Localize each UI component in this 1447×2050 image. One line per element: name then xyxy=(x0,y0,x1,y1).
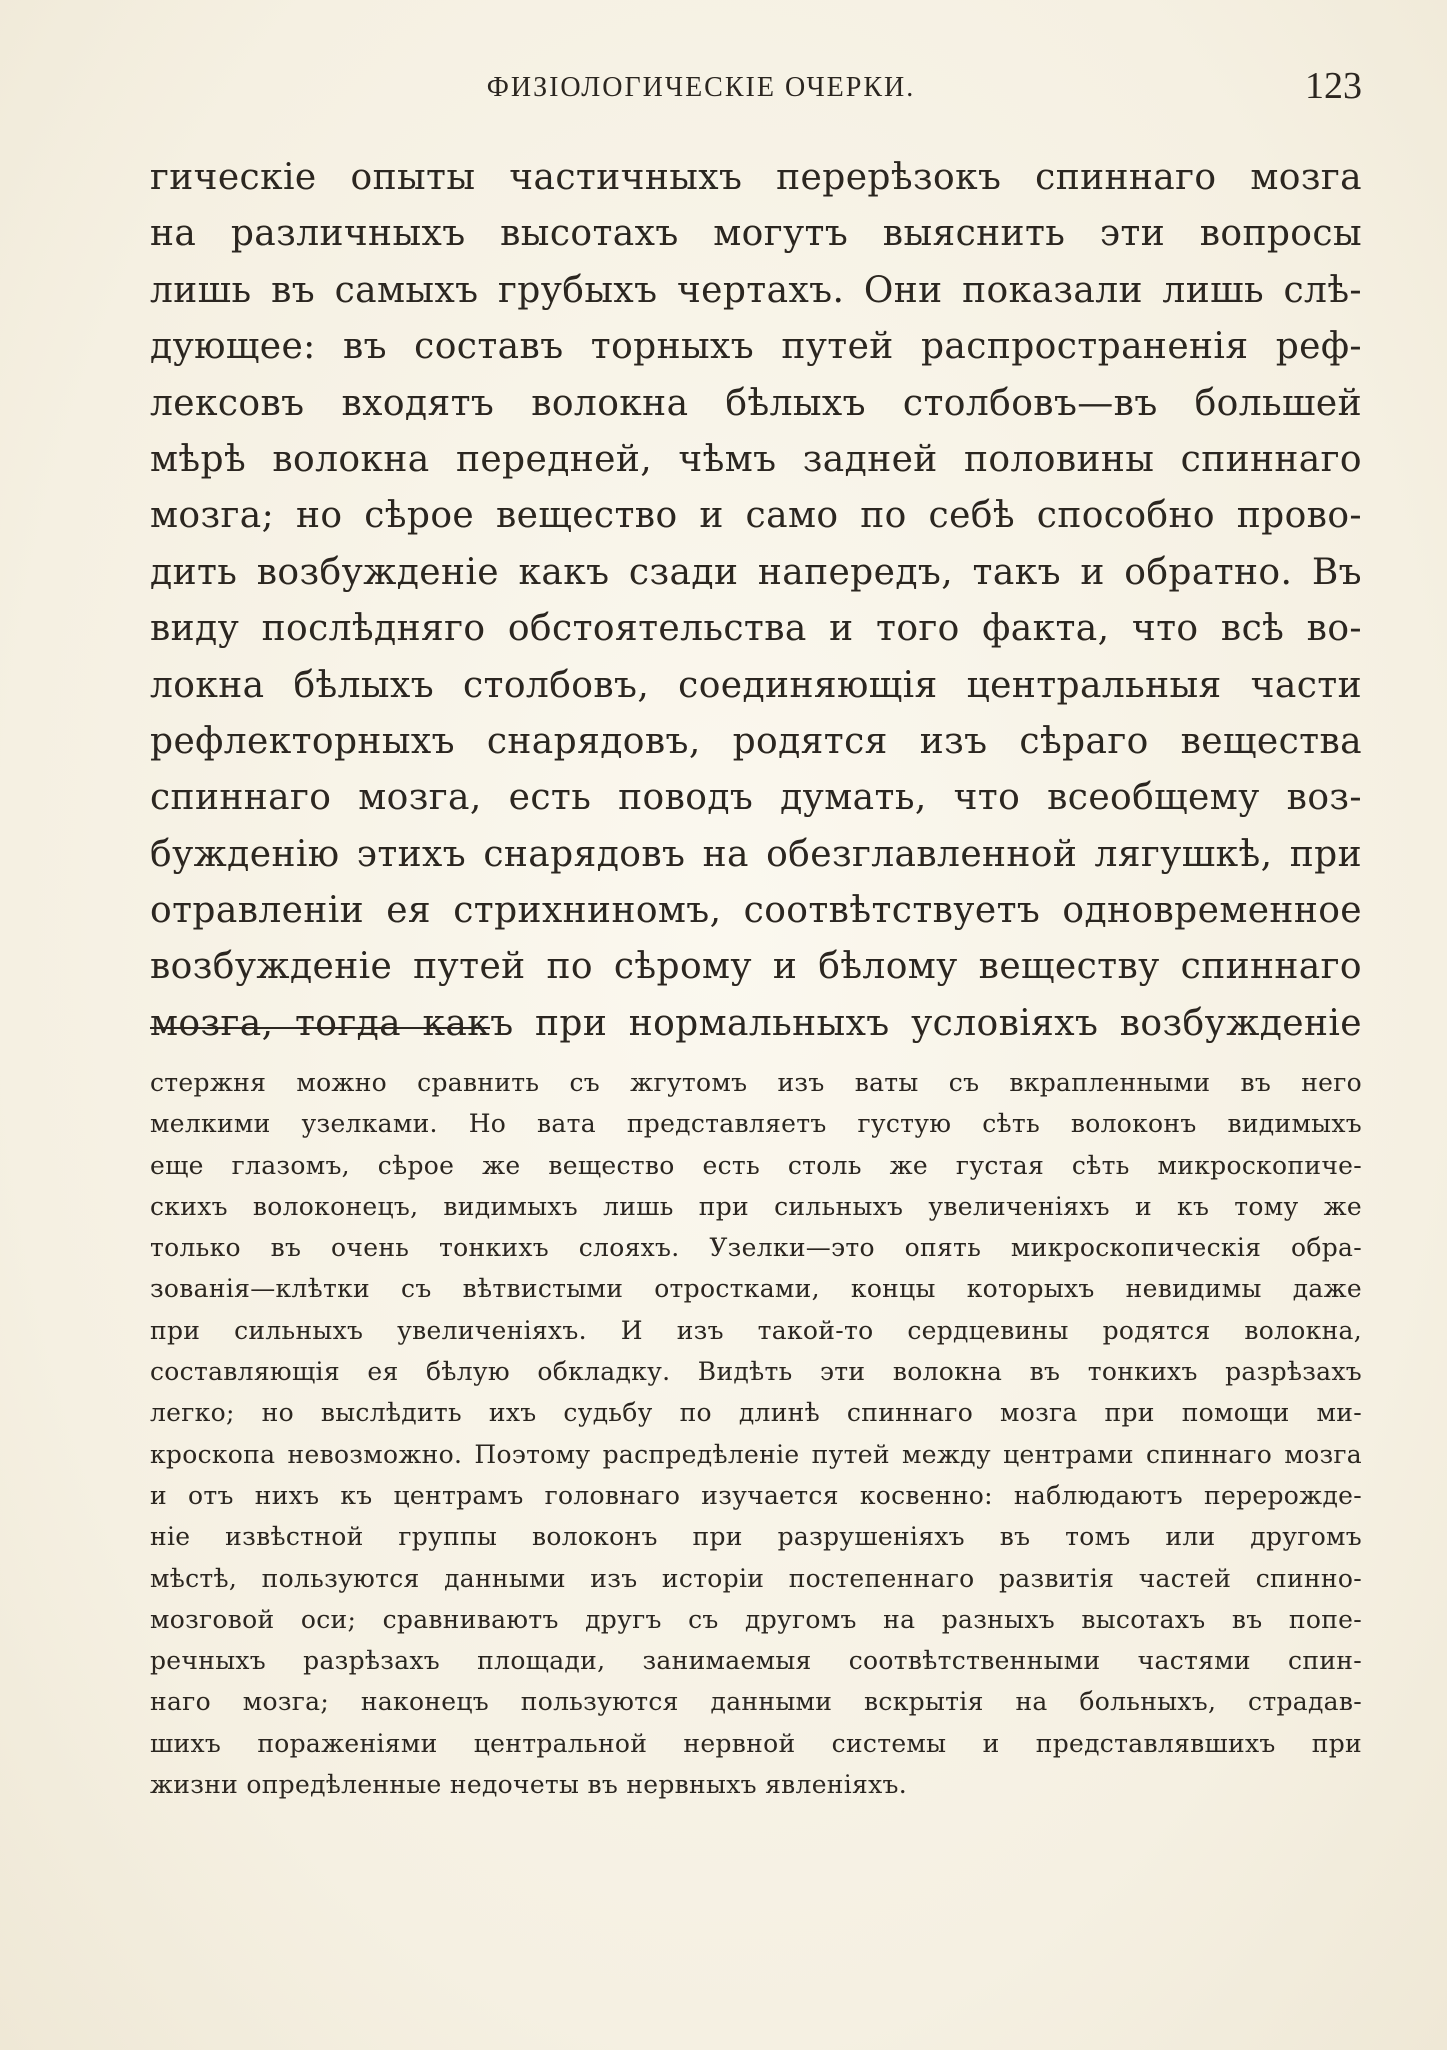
footnote-line: составляющія ея бѣлую обкладку. Видѣть эти волокна въ тонкихъ разрѣзахъ xyxy=(150,1357,1362,1387)
footnote-line: мелкими узелками. Но вата представляетъ густую сѣть волоконъ видимыхъ xyxy=(150,1109,1362,1139)
footnote-block xyxy=(150,1062,1362,1805)
main-text-line: мѣрѣ волокна передней, чѣмъ задней половины спиннаго xyxy=(150,438,1362,480)
footnote-line: шихъ пораженіями центральной нервной системы и представлявшихъ при xyxy=(150,1728,1362,1758)
footnote-line: только въ очень тонкихъ слояхъ. Узелки—это опять микроскопическія обра- xyxy=(150,1233,1362,1263)
footnote-line: скихъ волоконецъ, видимыхъ лишь при сильныхъ увеличеніяхъ и къ тому же xyxy=(150,1191,1362,1221)
main-text-line: дующее: въ составъ торныхъ путей распространенія реф- xyxy=(150,326,1362,368)
main-text-line: дить возбужденіе какъ сзади напередъ, такъ и обратно. Въ xyxy=(150,551,1362,593)
main-text-line: виду послѣдняго обстоятельства и того факта, что всѣ во- xyxy=(150,608,1362,650)
main-text-line: мозга; но сѣрое вещество и само по себѣ способно прово- xyxy=(150,495,1362,537)
page-header xyxy=(150,62,1362,112)
footnote-line: мозговой оси; сравниваютъ другъ съ другомъ на разныхъ высотахъ въ попе- xyxy=(150,1604,1362,1634)
main-text-line: мозга, тогда какъ при нормальныхъ условіяхъ возбужденіе xyxy=(150,1002,1362,1044)
main-text-line: отравленіи ея стрихниномъ, соотвѣтствуетъ одновременное xyxy=(150,890,1362,932)
footnote-line: и отъ нихъ къ центрамъ головнаго изучается косвенно: наблюдаютъ перерожде- xyxy=(150,1480,1362,1510)
main-text-line: лексовъ входятъ волокна бѣлыхъ столбовъ—въ большей xyxy=(150,382,1362,424)
main-text-block xyxy=(150,150,1362,1052)
footnote-line: при сильныхъ увеличеніяхъ. И изъ такой-то сердцевины родятся волокна, xyxy=(150,1315,1362,1345)
main-text-line: рефлекторныхъ снарядовъ, родятся изъ сѣраго вещества xyxy=(150,720,1362,762)
main-text-line: лишь въ самыхъ грубыхъ чертахъ. Они показали лишь слѣ- xyxy=(150,269,1362,311)
footnote-line: мѣстѣ, пользуются данными изъ исторіи постепеннаго развитія частей спинно- xyxy=(150,1563,1362,1593)
main-text-line: бужденію этихъ снарядовъ на обезглавленной лягушкѣ, при xyxy=(150,833,1362,875)
footnote-line: еще глазомъ, сѣрое же вещество есть столь же густая сѣть микроскопиче- xyxy=(150,1150,1362,1180)
footnote-line: зованія—клѣтки съ вѣтвистыми отростками, концы которыхъ невидимы даже xyxy=(150,1274,1362,1304)
main-text-line: возбужденіе путей по сѣрому и бѣлому веществу спиннаго xyxy=(150,946,1362,988)
footnote-line: речныхъ разрѣзахъ площади, занимаемыя соотвѣтственными частями спин- xyxy=(150,1646,1362,1676)
page-number: 123 xyxy=(1305,65,1362,107)
footnote-line: кроскопа невозможно. Поэтому распредѣленіе путей между центрами спиннаго мозга xyxy=(150,1439,1362,1469)
footnote-separator-rule xyxy=(150,1027,490,1029)
running-title: ФИЗІОЛОГИЧЕСКІЕ ОЧЕРКИ. xyxy=(486,72,916,103)
main-text-line: на различныхъ высотахъ могутъ выяснить эти вопросы xyxy=(150,213,1362,255)
main-text-line: гическіе опыты частичныхъ перерѣзокъ спиннаго мозга xyxy=(150,157,1362,198)
footnote-line: легко; но выслѣдить ихъ судьбу по длинѣ спиннаго мозга при помощи ми- xyxy=(150,1398,1362,1428)
footnote-line: жизни опредѣленные недочеты въ нервныхъ явленіяхъ. xyxy=(150,1770,907,1800)
main-text-line: локна бѣлыхъ столбовъ, соединяющія центральныя части xyxy=(150,664,1362,706)
footnote-line: ніе извѣстной группы волоконъ при разрушеніяхъ въ томъ или другомъ xyxy=(150,1522,1362,1552)
footnote-line: наго мозга; наконецъ пользуются данными вскрытія на больныхъ, страдав- xyxy=(150,1687,1362,1717)
main-text-line: спиннаго мозга, есть поводъ думать, что всеобщему воз- xyxy=(150,777,1362,819)
footnote-line: стержня можно сравнить съ жгутомъ изъ ваты съ вкрапленными въ него xyxy=(150,1068,1362,1097)
